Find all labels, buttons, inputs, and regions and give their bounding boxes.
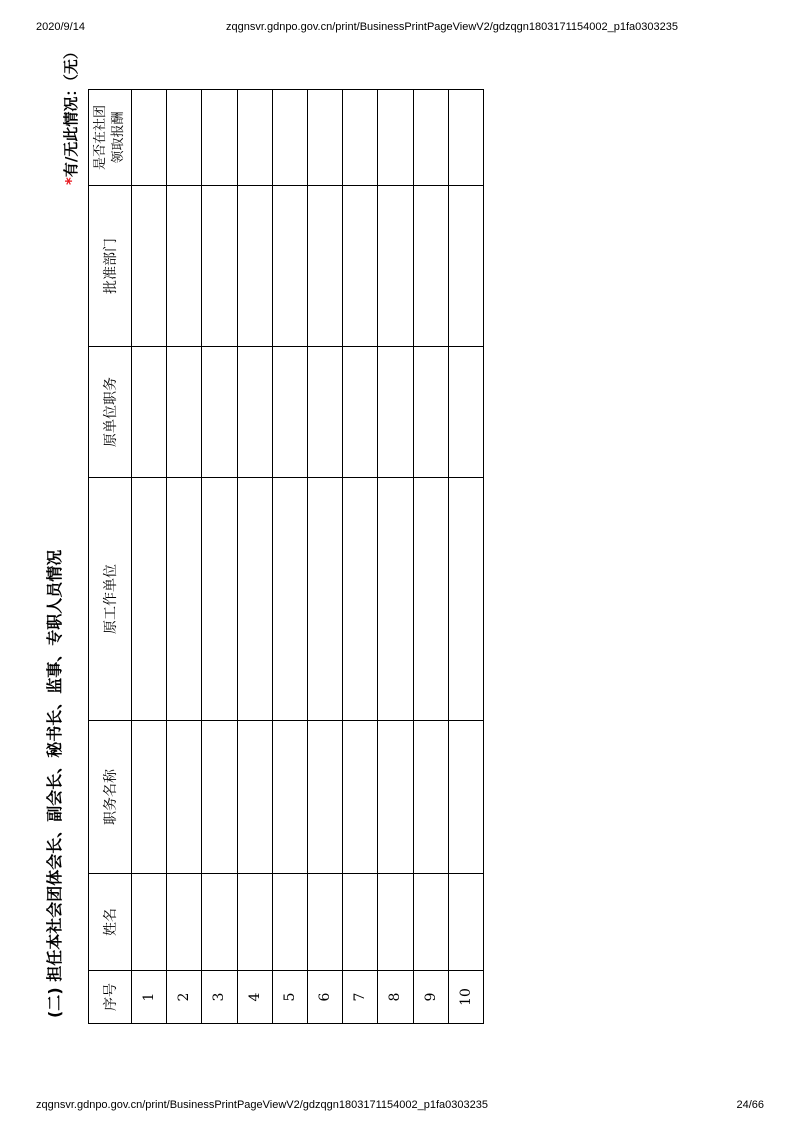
cell-position [272, 721, 307, 874]
cell-name [343, 874, 378, 971]
cell-paid [272, 90, 307, 186]
cell-former-position [237, 347, 272, 478]
table-row [167, 90, 202, 1024]
table-row [202, 90, 237, 1024]
cell-index: 7 [343, 971, 378, 1024]
cell-position [202, 721, 237, 874]
cell-name [202, 874, 237, 971]
cell-former-employer [272, 478, 307, 721]
cell-former-position [343, 347, 378, 478]
cell-name [307, 874, 342, 971]
status-label: 有/无此情况：（无） [62, 44, 80, 178]
cell-position [378, 721, 413, 874]
cell-index: 5 [272, 971, 307, 1024]
page-number: 24/66 [736, 1099, 764, 1111]
cell-approving-dept [132, 186, 167, 347]
cell-paid [132, 90, 167, 186]
cell-former-position [413, 347, 448, 478]
cell-position [167, 721, 202, 874]
cell-approving-dept [448, 186, 483, 347]
rotated-page-content [38, 44, 480, 1036]
table-row [378, 90, 413, 1024]
cell-position [132, 721, 167, 874]
cell-index: 3 [202, 971, 237, 1024]
cell-paid [237, 90, 272, 186]
cell-name [237, 874, 272, 971]
cell-former-employer [378, 478, 413, 721]
cell-former-position [307, 347, 342, 478]
header-former-employer: 原工作单位 [89, 478, 132, 721]
cell-name [132, 874, 167, 971]
cell-former-employer [202, 478, 237, 721]
cell-approving-dept [343, 186, 378, 347]
cell-paid [167, 90, 202, 186]
cell-name [167, 874, 202, 971]
cell-index: 9 [413, 971, 448, 1024]
print-date: 2020/9/14 [36, 21, 85, 33]
cell-former-employer [237, 478, 272, 721]
cell-name [448, 874, 483, 971]
cell-name [413, 874, 448, 971]
cell-name [378, 874, 413, 971]
cell-approving-dept [167, 186, 202, 347]
header-paid-line2: 领取报酬 [111, 111, 126, 164]
cell-position [307, 721, 342, 874]
cell-former-position [448, 347, 483, 478]
header-paid-line1: 是否在社团 [93, 105, 108, 171]
cell-paid [448, 90, 483, 186]
cell-position [237, 721, 272, 874]
header-name: 姓名 [89, 874, 132, 971]
cell-approving-dept [307, 186, 342, 347]
cell-position [343, 721, 378, 874]
cell-paid [307, 90, 342, 186]
table-row [307, 90, 342, 1024]
table-row [343, 90, 378, 1024]
table-row [272, 90, 307, 1024]
cell-former-employer [307, 478, 342, 721]
cell-former-position [132, 347, 167, 478]
cell-position [448, 721, 483, 874]
header-approving-dept: 批准部门 [89, 186, 132, 347]
header-former-position: 原单位职务 [89, 347, 132, 478]
cell-approving-dept [202, 186, 237, 347]
cell-paid [413, 90, 448, 186]
table-row [237, 90, 272, 1024]
officers-table [88, 89, 484, 1024]
cell-paid [343, 90, 378, 186]
cell-index: 6 [307, 971, 342, 1024]
cell-index: 2 [167, 971, 202, 1024]
cell-position [413, 721, 448, 874]
cell-approving-dept [378, 186, 413, 347]
cell-former-position [378, 347, 413, 478]
cell-index: 1 [132, 971, 167, 1024]
cell-former-employer [167, 478, 202, 721]
cell-index: 8 [378, 971, 413, 1024]
table-row [413, 90, 448, 1024]
header-position: 职务名称 [89, 721, 132, 874]
print-footer-url: zqgnsvr.gdnpo.gov.cn/print/BusinessPrintPageViewV2/gdzqgn1803171154002_p1fa0303235 [36, 1099, 488, 1111]
cell-former-employer [343, 478, 378, 721]
cell-paid [378, 90, 413, 186]
cell-former-position [167, 347, 202, 478]
cell-approving-dept [413, 186, 448, 347]
section-title: (二) 担任本社会团体会长、副会长、秘书长、监事、专职人员情况 [45, 549, 64, 1018]
cell-approving-dept [237, 186, 272, 347]
header-paid [89, 90, 132, 186]
cell-paid [202, 90, 237, 186]
table-row [448, 90, 483, 1024]
cell-former-employer [448, 478, 483, 721]
table-header-row [89, 90, 132, 1024]
required-mark: * [62, 177, 80, 185]
cell-former-employer [413, 478, 448, 721]
cell-index: 10 [448, 971, 483, 1024]
cell-former-position [202, 347, 237, 478]
cell-name [272, 874, 307, 971]
status-note [60, 44, 81, 185]
print-header-url: zqgnsvr.gdnpo.gov.cn/print/BusinessPrintPageViewV2/gdzqgn1803171154002_p1fa0303235 [226, 21, 678, 33]
table-row [132, 90, 167, 1024]
header-index: 序号 [89, 971, 132, 1024]
cell-former-position [272, 347, 307, 478]
cell-former-employer [132, 478, 167, 721]
cell-index: 4 [237, 971, 272, 1024]
cell-approving-dept [272, 186, 307, 347]
